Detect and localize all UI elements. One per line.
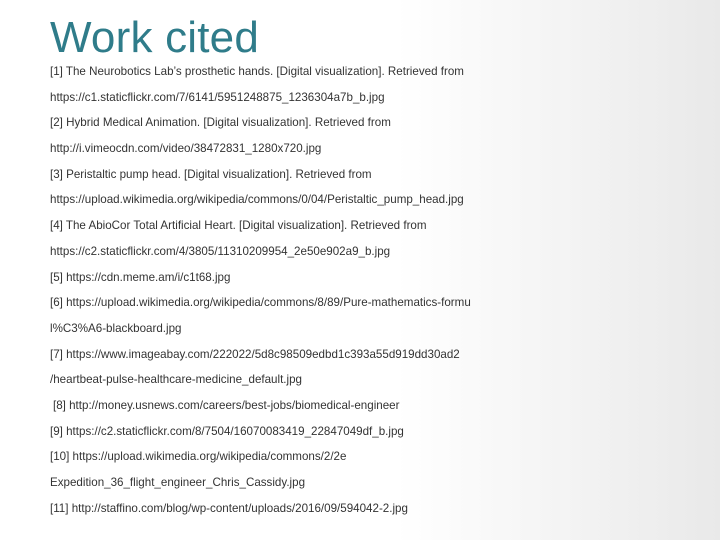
citation-line: [11] http://staffino.com/blog/wp-content/uploads/2016/09/594042-2.jpg [50, 501, 408, 515]
citation-line: https://c1.staticflickr.com/7/6141/5951248875_1236304a7b_b.jpg [50, 90, 385, 104]
citation-line: https://c2.staticflickr.com/4/3805/11310209954_2e50e902a9_b.jpg [50, 244, 391, 258]
citation-line: [2] Hybrid Medical Animation. [Digital visualization]. Retrieved from [50, 116, 391, 130]
slide-title: Work cited [50, 13, 260, 62]
citation-line: [6] https://upload.wikimedia.org/wikipedia/commons/8/89/Pure-mathematics-formu [50, 296, 471, 310]
citation-line: http://i.vimeocdn.com/video/38472831_1280x720.jpg [50, 142, 322, 156]
citation-line: [1] The Neurobotics Lab’s prosthetic hands. [Digital visualization]. Retrieved from [50, 65, 464, 78]
citation-list [50, 59, 700, 521]
citation-line: l%C3%A6-blackboard.jpg [50, 321, 182, 335]
citation-line: [10] https://upload.wikimedia.org/wikipedia/commons/2/2e [50, 450, 347, 464]
citation-line: https://upload.wikimedia.org/wikipedia/commons/0/04/Peristaltic_pump_head.jpg [50, 193, 464, 207]
citation-line: [9] https://c2.staticflickr.com/8/7504/16070083419_22847049df_b.jpg [50, 424, 404, 438]
citation-line: [7] https://www.imageabay.com/222022/5d8c98509edbd1c393a55d919dd30ad2 [50, 347, 460, 361]
citation-line: Expedition_36_flight_engineer_Chris_Cassidy.jpg [50, 476, 306, 489]
citation-line: [4] The AbioCor Total Artificial Heart. [Digital visualization]. Retrieved from [50, 219, 427, 233]
citation-line: [3] Peristaltic pump head. [Digital visualization]. Retrieved from [50, 167, 372, 181]
citation-line: [5] https://cdn.meme.am/i/c1t68.jpg [50, 270, 231, 284]
citation-line: /heartbeat-pulse-healthcare-medicine_default.jpg [50, 373, 302, 387]
citation-line: [8] http://money.usnews.com/careers/best-jobs/biomedical-engineer [53, 398, 400, 412]
